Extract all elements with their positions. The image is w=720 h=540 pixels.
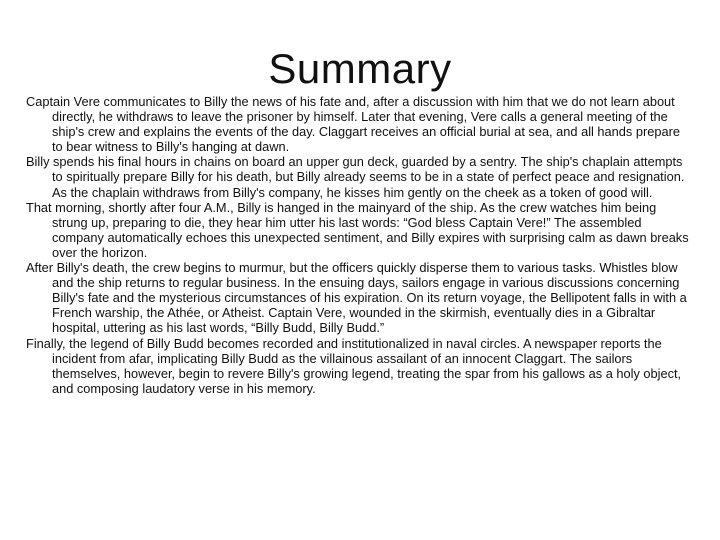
paragraph-aftermath: After Billy's death, the crew begins to murmur, but the officers quickly disperse them to various tasks. Whistles blow and the ship returns to regular business. In the ensuing days, sailors engage in various discussions concerning Billy's fate and the mysterious circumstances of his expiration. On its return voyage, the Bellipotent falls in with a French warship, the Athée, or Atheist. Captain Vere, wounded in the skirmish, eventually dies in a Gibraltar hospital, uttering as his last words, “Billy Budd, Billy Budd.”: [26, 260, 687, 336]
paragraph-legend: Finally, the legend of Billy Budd becomes recorded and institutionalized in naval circles. A newspaper reports the incident from afar, implicating Billy Budd as the villainous assailant of an innocent Claggart. The sailors themselves, however, begin to revere Billy's growing legend, treating the spar from his gallows as a holy object, and composing laudatory verse in his memory.: [26, 335, 682, 396]
paragraph-verdict: Captain Vere communicates to Billy the news of his fate and, after a discussion with him that we do not learn about directly, he withdraws to leave the prisoner by himself. Later that evening, Vere calls a general meeting of the ship's crew and explains the events of the day. Claggart receives an official burial at sea, and all hands prepare to bear witness to Billy's hanging at dawn.: [26, 94, 680, 155]
slide-body: [26, 94, 692, 396]
paragraph-hanging: That morning, shortly after four A.M., Billy is hanged in the mainyard of the ship. As the crew watches him being strung up, preparing to die, they hear him utter his last words: “God bless Captain Vere!” The assembled company automatically echoes this unexpected sentiment, and Billy expires with surprising calm as dawn breaks over the horizon.: [26, 199, 689, 260]
slide-title: Summary: [268, 45, 452, 92]
paragraph-final-hours: Billy spends his final hours in chains on board an upper gun deck, guarded by a sentry. The ship's chaplain attempts to spiritually prepare Billy for his death, but Billy already seems to be in a state of perfect peace and resignation. As the chaplain withdraws from Billy's company, he kisses him gently on the cheek as a token of good will.: [26, 154, 685, 200]
